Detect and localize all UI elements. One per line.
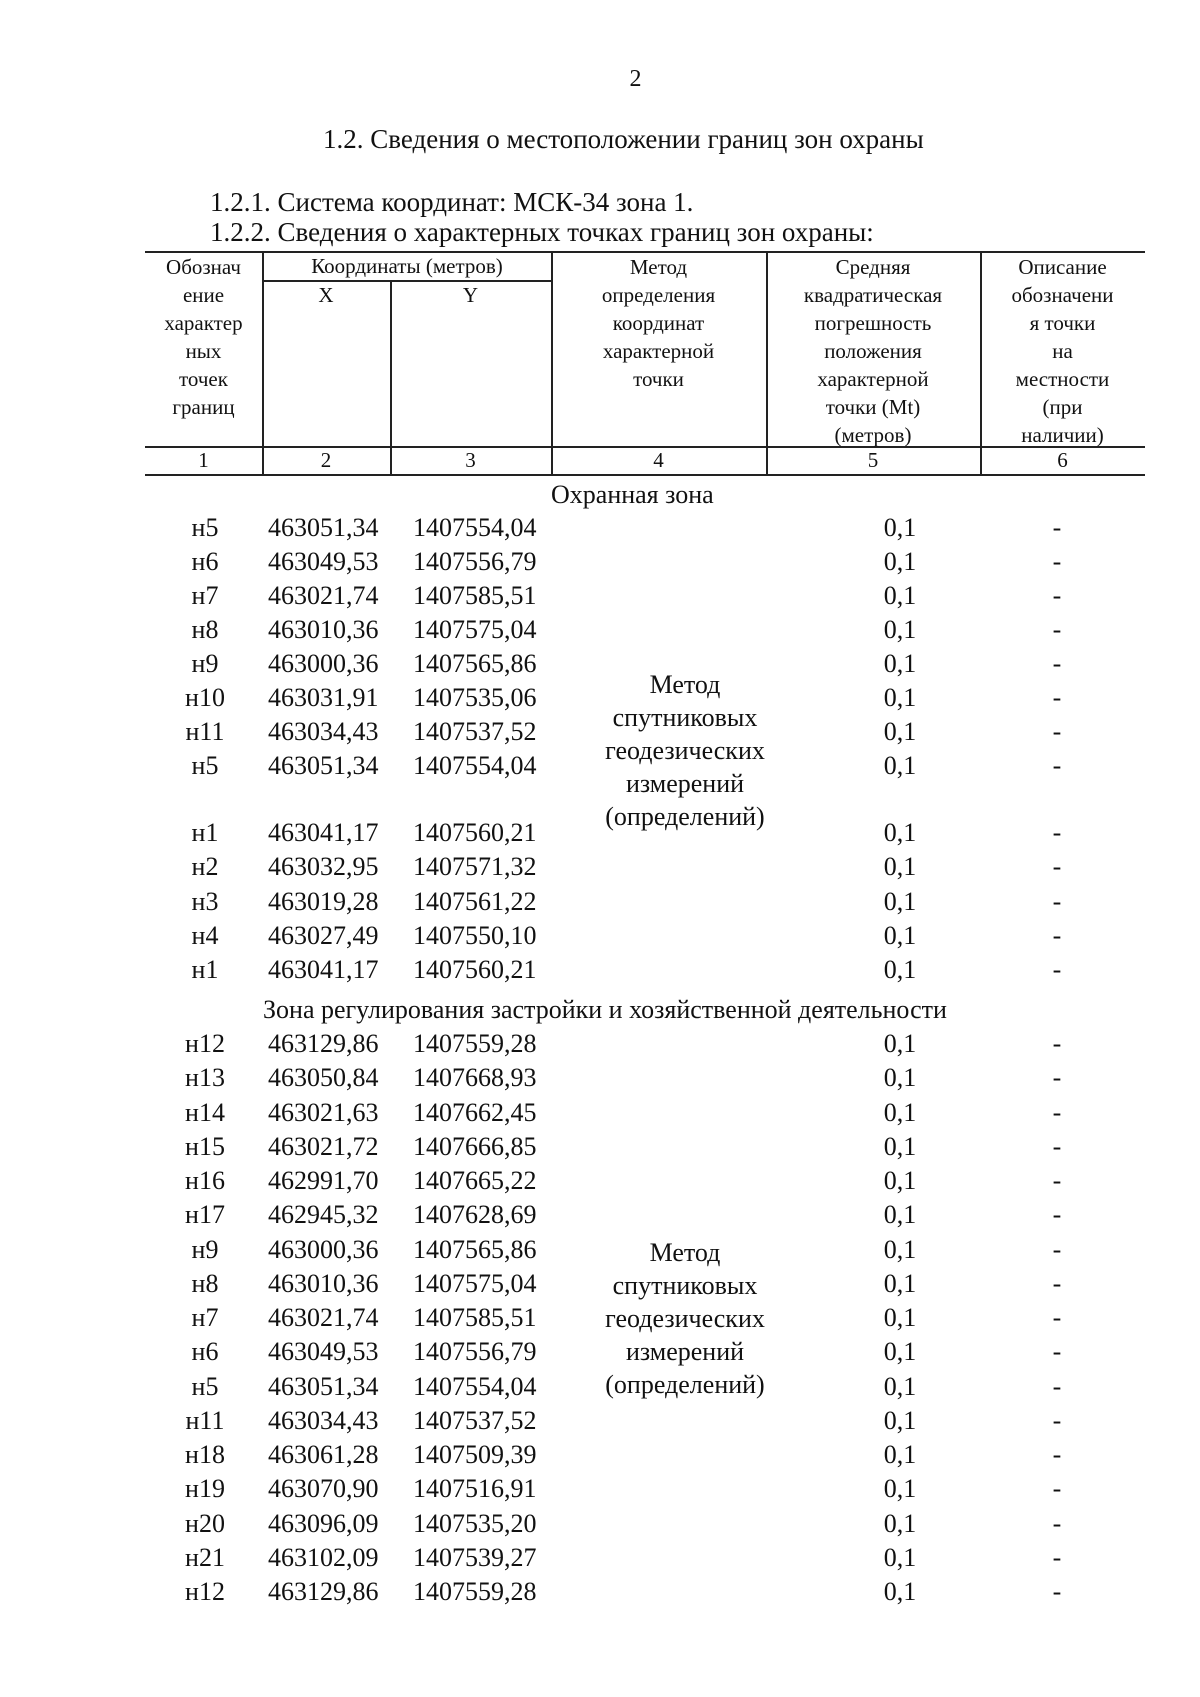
mean-error: 0,1 <box>883 818 917 847</box>
y-coordinate: 1407559,28 <box>413 1577 537 1606</box>
point-name: н9 <box>191 1234 219 1264</box>
description-dash: - <box>1052 1268 1062 1298</box>
y-coordinate: 1407516,91 <box>413 1474 537 1504</box>
header-method: Метод определения координат характерной точки <box>601 255 716 391</box>
zone-title-protection: Охранная зона <box>551 480 714 509</box>
description-dash: - <box>1052 683 1062 712</box>
mean-error: 0,1 <box>883 717 917 746</box>
point-name: н7 <box>191 581 219 610</box>
section-title: 1.2. Сведения о местоположении границ зон охраны <box>323 124 924 154</box>
point-name: н8 <box>191 615 219 644</box>
mean-error: 0,1 <box>883 1234 917 1264</box>
mean-error: 0,1 <box>883 683 917 712</box>
method-text-zone2: Метод спутниковых геодезических измерений (определений) <box>605 1238 765 1399</box>
x-coordinate: 463041,17 <box>268 818 379 847</box>
point-name: н10 <box>185 683 225 712</box>
point-name: н19 <box>185 1474 225 1504</box>
y-coordinate: 1407560,21 <box>413 818 537 847</box>
mean-error: 0,1 <box>883 1337 917 1367</box>
mean-error: 0,1 <box>883 1268 917 1298</box>
x-coordinate: 463021,74 <box>268 1303 379 1332</box>
description-dash: - <box>1052 1234 1062 1264</box>
point-name: н6 <box>191 547 219 576</box>
mean-error: 0,1 <box>883 886 917 916</box>
mean-error: 0,1 <box>883 547 917 576</box>
y-coordinate: 1407539,27 <box>413 1542 537 1572</box>
x-coordinate: 463102,09 <box>268 1542 379 1572</box>
description-dash: - <box>1052 1337 1062 1367</box>
y-coordinate: 1407628,69 <box>413 1200 537 1230</box>
mean-error: 0,1 <box>883 1405 917 1435</box>
y-coordinate: 1407668,93 <box>413 1063 537 1093</box>
x-coordinate: 462945,32 <box>268 1200 379 1230</box>
x-coordinate: 463034,43 <box>268 717 379 746</box>
description-dash: - <box>1052 886 1062 916</box>
x-coordinate: 463050,84 <box>268 1063 379 1093</box>
point-name: н5 <box>191 751 219 780</box>
description-dash: - <box>1052 1029 1062 1058</box>
description-dash: - <box>1052 717 1062 746</box>
mean-error: 0,1 <box>883 1542 917 1572</box>
description-dash: - <box>1052 615 1062 644</box>
y-coordinate: 1407662,45 <box>413 1097 537 1127</box>
x-coordinate: 463019,28 <box>268 886 379 916</box>
point-name: н15 <box>185 1131 225 1161</box>
y-coordinate: 1407535,06 <box>413 683 537 712</box>
mean-error: 0,1 <box>883 1166 917 1195</box>
x-coordinate: 463061,28 <box>268 1440 379 1469</box>
y-coordinate: 1407509,39 <box>413 1440 537 1469</box>
description-dash: - <box>1052 1577 1062 1606</box>
y-coordinate: 1407565,86 <box>413 649 537 678</box>
x-coordinate: 462991,70 <box>268 1166 379 1195</box>
header-y: Y <box>462 283 479 307</box>
point-name: н20 <box>185 1508 225 1538</box>
y-coordinate: 1407561,22 <box>413 886 537 916</box>
description-dash: - <box>1052 1440 1062 1469</box>
point-name: н11 <box>185 717 225 746</box>
y-coordinate: 1407560,21 <box>413 955 537 985</box>
x-coordinate: 463021,63 <box>268 1097 379 1127</box>
mean-error: 0,1 <box>883 581 917 610</box>
numbers-bottom-rule <box>145 474 1145 476</box>
x-coordinate: 463027,49 <box>268 920 379 950</box>
description-dash: - <box>1052 1542 1062 1572</box>
mean-error: 0,1 <box>883 1063 917 1093</box>
mean-error: 0,1 <box>883 920 917 950</box>
mean-error: 0,1 <box>883 852 917 882</box>
y-coordinate: 1407575,04 <box>413 1268 537 1298</box>
mean-error: 0,1 <box>883 1131 917 1161</box>
y-coordinate: 1407550,10 <box>413 920 537 950</box>
x-coordinate: 463051,34 <box>268 751 379 780</box>
x-coordinate: 463129,86 <box>268 1577 379 1606</box>
x-coordinate: 463129,86 <box>268 1029 379 1058</box>
point-name: н6 <box>191 1337 219 1367</box>
points-info-line: 1.2.2. Сведения о характерных точках границ зон охраны: <box>210 217 874 247</box>
x-coordinate: 463034,43 <box>268 1405 379 1435</box>
description-dash: - <box>1052 1097 1062 1127</box>
y-coordinate: 1407666,85 <box>413 1131 537 1161</box>
point-name: н1 <box>191 818 219 847</box>
description-dash: - <box>1052 955 1062 985</box>
page-number: 2 <box>629 66 642 92</box>
description-dash: - <box>1052 581 1062 610</box>
mean-error: 0,1 <box>883 1200 917 1230</box>
y-coordinate: 1407556,79 <box>413 547 537 576</box>
column-number: 4 <box>653 448 664 472</box>
y-coordinate: 1407571,32 <box>413 852 537 882</box>
mean-error: 0,1 <box>883 1440 917 1469</box>
x-coordinate: 463010,36 <box>268 1268 379 1298</box>
description-dash: - <box>1052 1371 1062 1401</box>
column-number: 1 <box>198 448 209 472</box>
x-coordinate: 463000,36 <box>268 649 379 678</box>
description-dash: - <box>1052 1200 1062 1230</box>
description-dash: - <box>1052 649 1062 678</box>
mean-error: 0,1 <box>883 1029 917 1058</box>
x-coordinate: 463049,53 <box>268 547 379 576</box>
description-dash: - <box>1052 547 1062 576</box>
x-coordinate: 463032,95 <box>268 852 379 882</box>
header-x: X <box>318 283 334 307</box>
mean-error: 0,1 <box>883 955 917 985</box>
column-number: 5 <box>867 448 879 472</box>
point-name: н3 <box>191 886 219 916</box>
point-name: н17 <box>185 1200 225 1230</box>
point-name: н2 <box>191 852 219 882</box>
point-name: н11 <box>185 1405 225 1435</box>
point-name: н1 <box>191 955 219 985</box>
description-dash: - <box>1052 852 1062 882</box>
mean-error: 0,1 <box>883 751 917 780</box>
x-coordinate: 463051,34 <box>268 513 379 542</box>
description-dash: - <box>1052 1474 1062 1504</box>
mean-error: 0,1 <box>883 1474 917 1504</box>
point-name: н16 <box>185 1166 225 1195</box>
x-coordinate: 463021,74 <box>268 581 379 610</box>
y-coordinate: 1407559,28 <box>413 1029 537 1058</box>
point-name: н4 <box>191 920 219 950</box>
mean-error: 0,1 <box>883 615 917 644</box>
x-coordinate: 463096,09 <box>268 1508 379 1538</box>
mean-error: 0,1 <box>883 649 917 678</box>
y-coordinate: 1407554,04 <box>413 513 537 542</box>
x-coordinate: 463010,36 <box>268 615 379 644</box>
header-error: Средняя квадратическая погрешность положения характерной точки (Mt) (метров) <box>803 255 943 447</box>
header-description: Описание обозначени я точки на местности (при наличии) <box>1011 255 1114 447</box>
y-coordinate: 1407554,04 <box>413 1371 537 1401</box>
description-dash: - <box>1052 920 1062 950</box>
mean-error: 0,1 <box>883 513 917 542</box>
x-coordinate: 463031,91 <box>268 683 379 712</box>
description-dash: - <box>1052 1166 1062 1195</box>
description-dash: - <box>1052 1063 1062 1093</box>
mean-error: 0,1 <box>883 1097 917 1127</box>
mean-error: 0,1 <box>883 1577 917 1606</box>
point-name: н21 <box>185 1542 225 1572</box>
mean-error: 0,1 <box>883 1371 917 1401</box>
y-coordinate: 1407554,04 <box>413 751 537 780</box>
header-coordinates: Координаты (метров) <box>311 254 503 278</box>
y-coordinate: 1407565,86 <box>413 1234 537 1264</box>
y-coordinate: 1407537,52 <box>413 717 537 746</box>
x-coordinate: 463049,53 <box>268 1337 379 1367</box>
point-name: н12 <box>185 1577 225 1606</box>
x-coordinate: 463051,34 <box>268 1371 379 1401</box>
description-dash: - <box>1052 1405 1062 1435</box>
y-coordinate: 1407585,51 <box>413 581 537 610</box>
point-name: н12 <box>185 1029 225 1058</box>
y-coordinate: 1407585,51 <box>413 1303 537 1332</box>
x-coordinate: 463041,17 <box>268 955 379 985</box>
col-divider-2 <box>390 280 392 475</box>
zone-title-regulation: Зона регулирования застройки и хозяйственной деятельности <box>263 995 947 1024</box>
point-name: н18 <box>185 1440 225 1469</box>
y-coordinate: 1407537,52 <box>413 1405 537 1435</box>
y-coordinate: 1407535,20 <box>413 1508 537 1538</box>
description-dash: - <box>1052 1131 1062 1161</box>
description-dash: - <box>1052 513 1062 542</box>
point-name: н7 <box>191 1303 219 1332</box>
description-dash: - <box>1052 751 1062 780</box>
column-number: 6 <box>1057 448 1068 472</box>
x-coordinate: 463000,36 <box>268 1234 379 1264</box>
method-text-zone1: Метод спутниковых геодезических измерений (определений) <box>605 670 765 831</box>
point-name: н14 <box>185 1097 225 1127</box>
column-number: 3 <box>465 448 476 472</box>
point-name: н5 <box>191 513 219 542</box>
header-point-designation: Обознач ение характер ных точек границ <box>164 255 243 419</box>
mean-error: 0,1 <box>883 1303 917 1332</box>
point-name: н5 <box>191 1371 219 1401</box>
x-coordinate: 463021,72 <box>268 1131 379 1161</box>
y-coordinate: 1407556,79 <box>413 1337 537 1367</box>
column-number: 2 <box>320 448 332 472</box>
x-coordinate: 463070,90 <box>268 1474 379 1504</box>
description-dash: - <box>1052 1303 1062 1332</box>
y-coordinate: 1407665,22 <box>413 1166 537 1195</box>
point-name: н8 <box>191 1268 219 1298</box>
mean-error: 0,1 <box>883 1508 917 1538</box>
description-dash: - <box>1052 818 1062 847</box>
coordinate-system-line: 1.2.1. Система координат: МСК-34 зона 1. <box>210 187 694 217</box>
point-name: н9 <box>191 649 219 678</box>
y-coordinate: 1407575,04 <box>413 615 537 644</box>
description-dash: - <box>1052 1508 1062 1538</box>
point-name: н13 <box>185 1063 225 1093</box>
